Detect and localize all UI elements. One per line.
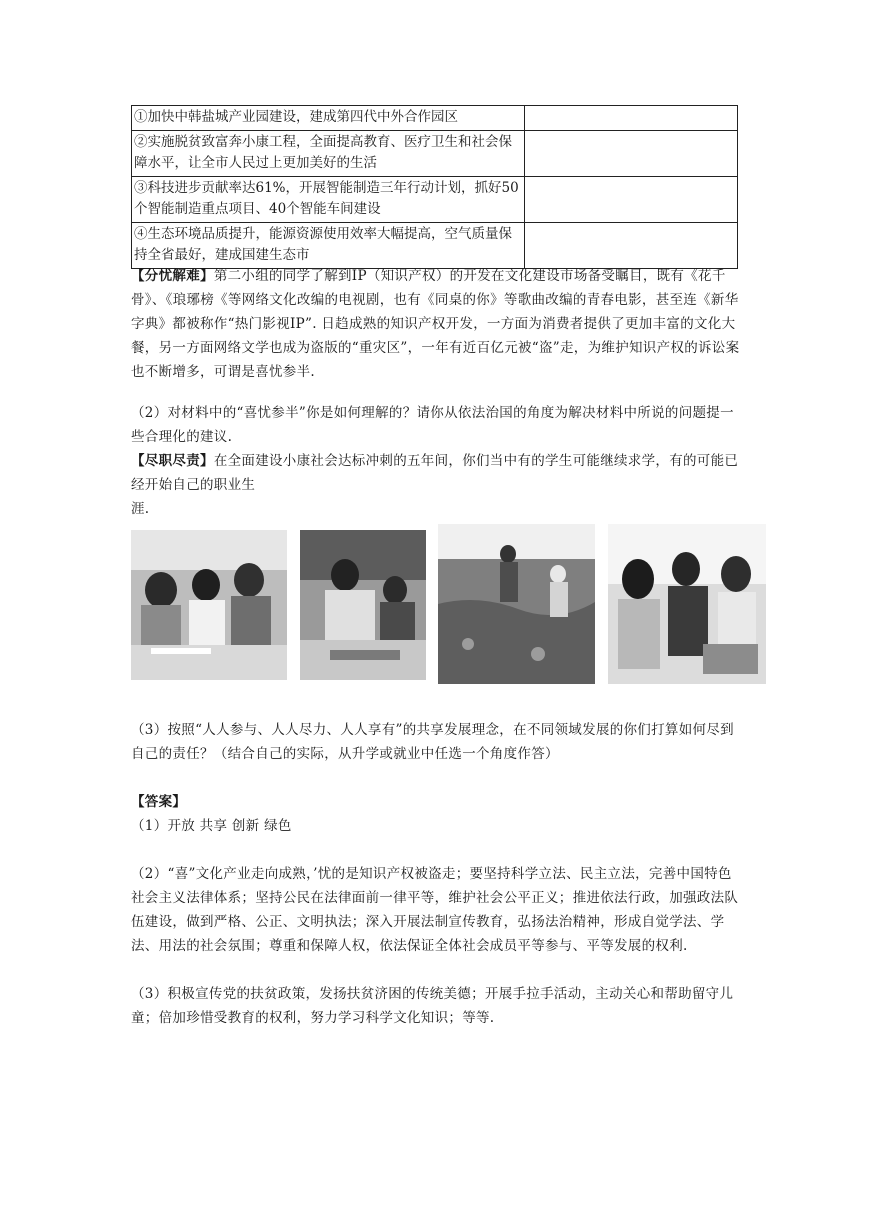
answer-2: （2）“喜”文化产业走向成熟，’忧的是知识产权被盗走；要坚持科学立法、民主立法，完善中国特色社会主义法律体系；坚持公民在法律面前一律平等，维护社会公平正义；推进依法行政，加强政法队伍建设，做到严格、公正、文明执法；深入开展法制宣传教育，弘扬法治精神，形成自觉学法、学法、用法的社会氛围；尊重和保障人权，依法保证全体社会成员平等参与、平等发展的权利. bbox=[131, 866, 739, 954]
photo-workshop-training bbox=[300, 530, 426, 680]
paragraph bbox=[131, 449, 741, 497]
paragraph: （3）按照“人人参与、人人尽力、人人享有”的共享发展理念，在不同领域发展的你们打算如何尽到自己的责任？（结合自己的实际，从升学或就业中任选一个角度作答） bbox=[131, 722, 734, 762]
table-cell-blank bbox=[525, 223, 738, 269]
answer-title: 【答案】 bbox=[131, 794, 187, 810]
table-cell: ②实施脱贫致富奔小康工程，全面提高教育、医疗卫生和社会保障水平，让全市人民过上更加美好的生活 bbox=[132, 131, 525, 177]
table-cell-blank bbox=[525, 177, 738, 223]
question-2 bbox=[131, 401, 741, 449]
answer-3: （3）积极宣传党的扶贫政策，发扬扶贫济困的传统美德；开展手拉手活动，主动关心和帮助留守儿童；倍加珍惜受教育的权利，努力学习科学文化知识；等等. bbox=[131, 986, 734, 1026]
table-row bbox=[132, 131, 738, 177]
paragraph-end: 涯. bbox=[131, 501, 150, 517]
section-worry-relief bbox=[131, 264, 741, 384]
table-row bbox=[132, 106, 738, 131]
table-row bbox=[132, 223, 738, 269]
photo-students-studying bbox=[131, 530, 287, 680]
paragraph: （2）对材料中的“喜忧参半”你是如何理解的？请你从依法治国的角度为解决材料中所说的问题提一些合理化的建议. bbox=[131, 405, 734, 445]
table-cell-blank bbox=[525, 131, 738, 177]
table-cell-blank bbox=[525, 106, 738, 131]
table-cell: ④生态环境品质提升，能源资源使用效率大幅提高，空气质量保持全省最好，建成国建生态市 bbox=[132, 223, 525, 269]
answer-1: （1）开放 共享 创新 绿色 bbox=[131, 818, 292, 834]
photo-office-work bbox=[608, 524, 766, 684]
section-duty bbox=[131, 449, 741, 521]
measures-table bbox=[131, 105, 738, 269]
photo-farm-field bbox=[438, 524, 595, 684]
table-row bbox=[132, 177, 738, 223]
table-cell: ①加快中韩盐城产业园建设，建成第四代中外合作园区 bbox=[132, 106, 525, 131]
table-cell: ③科技进步贡献率达61%，开展智能制造三年行动计划，抓好50个智能制造重点项目、40个智能车间建设 bbox=[132, 177, 525, 223]
photo-strip bbox=[131, 524, 766, 691]
question-3 bbox=[131, 718, 741, 766]
answer-section bbox=[131, 790, 741, 1030]
section-tag: 【分忧解难】 bbox=[131, 268, 214, 284]
section-text: 第二小组的同学了解到IP（知识产权）的开发在文化建设市场备受瞩目，既有《花千骨》、《琅琊榜《等网络文化改编的电视剧，也有《同桌的你》等歌曲改编的青春电影，甚至连《新华字典》都被称作“热门影视IP”. 日趋成熟的知识产权开发，一方面为消费者提供了更加丰富的文化大餐，另一方面网络文学也成为盗版的“重灾区”，一年有近百亿元被“盗”走，为维护知识产权的诉讼案也不断增多，可谓是喜忧参半. bbox=[131, 268, 740, 380]
section-tag: 【尽职尽责】 bbox=[131, 453, 214, 469]
section-text: 在全面建设小康社会达标冲刺的五年间，你们当中有的学生可能继续求学，有的可能已经开始自己的职业生 bbox=[131, 453, 739, 493]
paragraph bbox=[131, 264, 741, 384]
